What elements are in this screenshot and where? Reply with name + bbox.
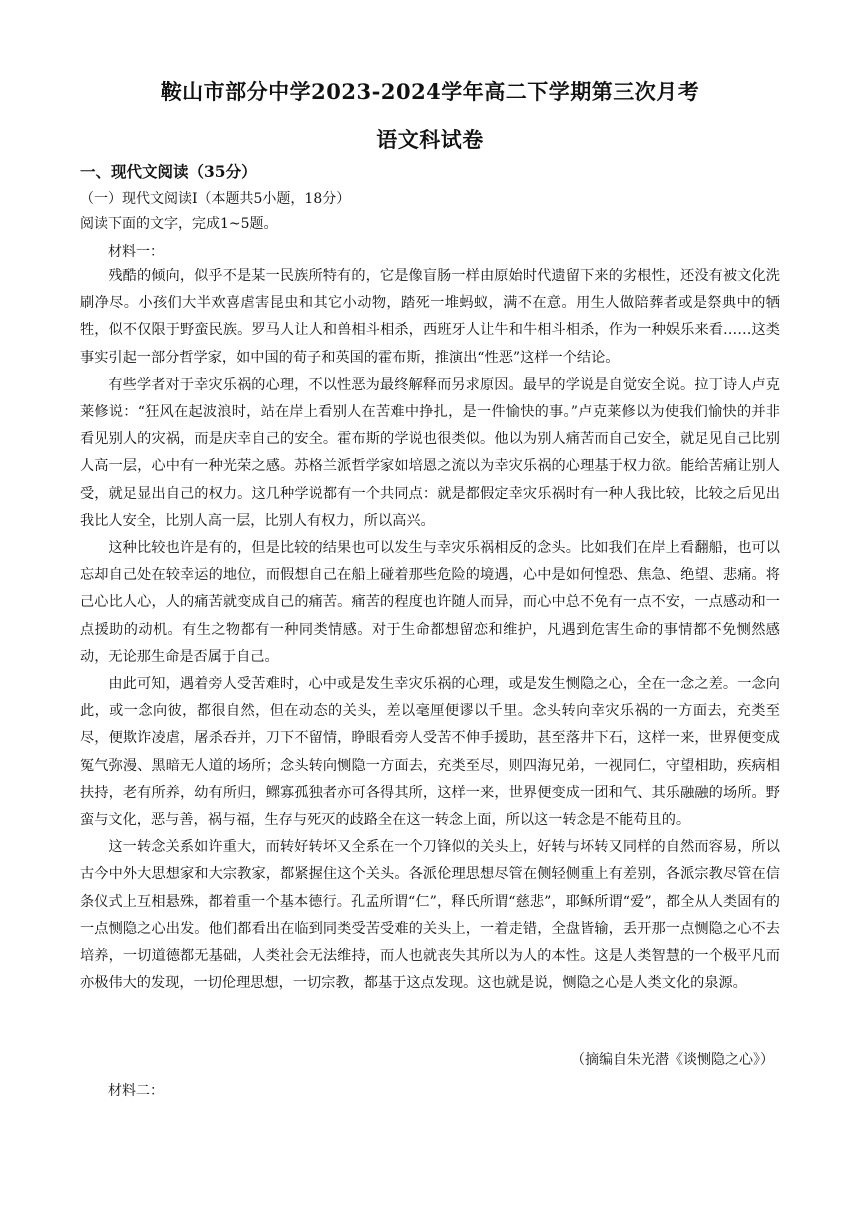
reading-instruction: 阅读下面的文字，完成1~5题。 bbox=[80, 216, 278, 232]
paragraph: 由此可知，遇着旁人受苦难时，心中或是发生幸灾乐祸的心理，或是发生恻隐之心，全在一念之差。一念向此，或一念向彼，都很自然，但在动态的关头，差以毫厘便谬以千里。念头转向幸灾乐祸的一方面去，充类至尽，便欺诈凌虐，屠杀吞并，刀下不留情，睁眼看旁人受苦不伸手援助，甚至落井下石，这样一来，世界便变成冤气弥漫、黑暗无人道的场所；念头转向恻隐一方面去，充类至尽，则四海兄弟，一视同仁，守望相助，疾病相扶持，老有所养，幼有所归，鳏寡孤独者亦可各得其所，这样一来，世界便变成一团和气、其乐融融的场所。野蛮与文化，恶与善，祸与福，生存与死灭的歧路全在这一转念上面，所以这一转念是不能苟且的。 bbox=[80, 676, 780, 829]
source-citation: （摘编自朱光潜《谈恻隐之心》） bbox=[571, 1052, 774, 1068]
paragraph: 有些学者对于幸灾乐祸的心理，不以性恶为最终解释而另求原因。最早的学说是自觉安全说。拉丁诗人卢克莱修说：“狂风在起波浪时，站在岸上看别人在苦难中挣扎，是一件愉快的事。”卢克莱修以为使我们愉快的并非看见别人的灾祸，而是庆幸自己的安全。霍布斯的学说也很类似。他以为别人痛苦而自己安全，就足见自己比别人高一层，心中有一种光荣之感。苏格兰派哲学家如培恩之流以为幸灾乐祸的心理基于权力欲。能给苦痛让别人受，就足显出自己的权力。这几种学说都有一个共同点：就是都假定幸灾乐祸时有一种人我比较，比较之后见出我比人安全，比别人高一层，比别人有权力，所以高兴。 bbox=[80, 376, 780, 529]
exam-title: 鞍山市部分中学2023-2024学年高二下学期第三次月考 bbox=[160, 79, 700, 104]
section-heading: 一、现代文阅读（35分） bbox=[80, 162, 257, 181]
paragraph: 这一转念关系如许重大，而转好转坏又全系在一个刀锋似的关头上，好转与坏转又同样的自然而容易，所以古今中外大思想家和大宗教家，都紧握住这个关头。各派伦理思想尽管在侧轻侧重上有差别，各派宗教尽管在信条仪式上互相悬殊，都着重一个基本德行。孔孟所谓“仁”，释氏所谓“慈悲”，耶稣所谓“爱”，都全从人类固有的一点恻隐之心出发。他们都看出在临到同类受苦受难的关头上，一着走错，全盘皆输，丢开那一点恻隐之心不去培养，一切道德都无基础，人类社会无法维持，而人也就丧失其所以为人的本性。这是人类智慧的一个极平凡而亦极伟大的发现，一切伦理思想，一切宗教，都基于这点发现。这也就是说，恻隐之心是人类文化的泉源。 bbox=[80, 839, 780, 992]
subsection-heading: （一）现代文阅读Ⅰ（本题共5小题，18分） bbox=[80, 191, 351, 207]
paragraph: 这种比较也许是有的，但是比较的结果也可以发生与幸灾乐祸相反的念头。比如我们在岸上看翻船，也可以忘却自己处在较幸运的地位，而假想自己在船上碰着那些危险的境遇，心中是如何惶恐、焦急、绝望、悲痛。将己心比人心，人的痛苦就变成自己的痛苦。痛苦的程度也许随人而异，而心中总不免有一点不安，一点感动和一点援助的动机。有生之物都有一种同类情感。对于生命都想留恋和维护，凡遇到危害生命的事情都不免恻然感动，无论那生命是否属于自己。 bbox=[80, 540, 780, 665]
material-one-label: 材料一： bbox=[108, 244, 164, 260]
paragraph: 残酷的倾向，似乎不是某一民族所特有的，它是像盲肠一样由原始时代遗留下来的劣根性，还没有被文化洗刷净尽。小孩们大半欢喜虐害昆虫和其它小动物，踏死一堆蚂蚁，满不在意。用生人做陪葬者或是祭典中的牺牲，似不仅限于野蛮民族。罗马人让人和兽相斗相杀，西班牙人让牛和牛相斗相杀，作为一种娱乐来看……这类事实引起一部分哲学家，如中国的荀子和英国的霍布斯，推演出“性恶”这样一个结论。 bbox=[80, 268, 780, 366]
material-two-label: 材料二： bbox=[108, 1083, 164, 1099]
exam-subtitle: 语文科试卷 bbox=[376, 127, 484, 152]
material-one-text bbox=[80, 263, 780, 997]
